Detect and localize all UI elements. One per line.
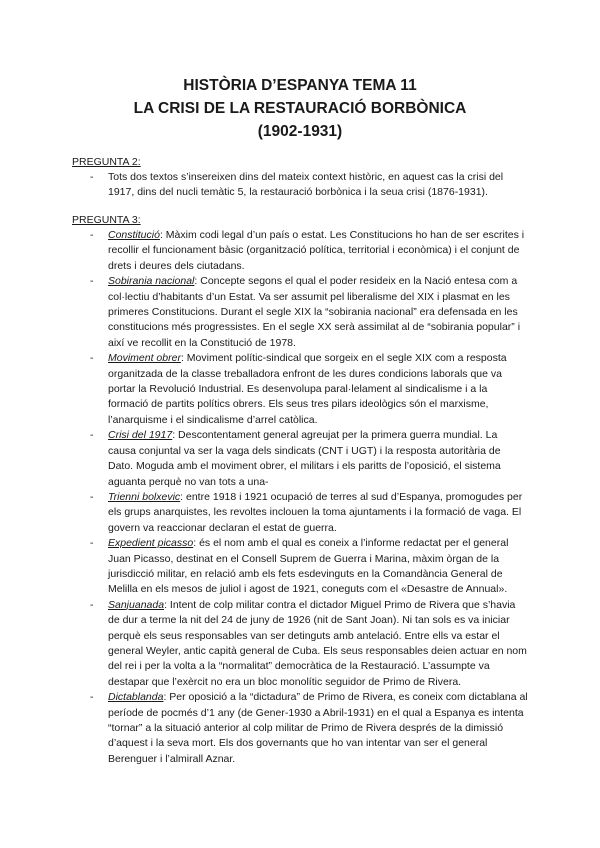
glossary-item-sanjuanada (72, 598, 528, 690)
glossary-definition: : és el nom amb el qual es coneix a l’informe redactat per el general Juan Picasso, destinat en el Consell Suprem de Guerra i Marina, màxim òrgan de la jurisdicció militar, en relació amb els fets esdevinguts en la Comandància General de Melilla en els mesos de juliol i agost de 1921, coneguts com el «Desastre de Annual». (108, 537, 509, 596)
title-line-1: HISTÒRIA D’ESPANYA TEMA 11 (183, 77, 417, 94)
list-dash: - (90, 275, 94, 288)
list-item (72, 170, 528, 201)
glossary-item-constitucio (72, 228, 528, 274)
glossary-term: Sobirania nacional (108, 275, 195, 288)
glossary-definition: : entre 1918 i 1921 ocupació de terres al sud d’Espanya, promogudes per els grups anarquistes, les revoltes inclouen la toma ajuntaments i la formació de vaga. El govern va reaccionar declaran el estat de guerra. (108, 490, 523, 534)
glossary-term: Trienni bolxevic (108, 490, 181, 503)
document-title (0, 74, 600, 143)
question-2-list (72, 170, 528, 201)
glossary-item-trienni-bolxevic (72, 490, 528, 536)
item-text: Tots dos textos s’insereixen dins del mateix context històric, en aquest cas la crisi del 1917, dins del nucli temàtic 5, la restauració borbònica i la seua crisi (1876-1931). (108, 171, 504, 199)
list-dash: - (90, 229, 94, 241)
title-line-2: LA CRISI DE LA RESTAURACIÓ BORBÒNICA (133, 100, 467, 117)
question-2-section (72, 155, 528, 201)
glossary-term: Dictablanda (108, 691, 164, 704)
glossary-term: Moviment obrer (108, 352, 181, 365)
glossary-item-sobirania-nacional (72, 274, 528, 351)
glossary-item-expedient-picasso (72, 536, 528, 598)
question-3-heading: PREGUNTA 3: (72, 214, 141, 226)
glossary-definition: : Per oposició a la “dictadura” de Primo de Rivera, es coneix com dictablana al període de pocmés d’1 any (de Gener-1930 a Abril-1931) en el qual a Espanya es intenta “tornar” a la situació anterior al colp militar de Primo de Rivera després de la dimissió d’aquest i la seva mort. Els dos governants que ho van intentar van ser el general Berenguer i l’almirall Aznar. (108, 691, 528, 765)
glossary-item-moviment-obrer (72, 351, 528, 428)
glossary-definition: : Màxim codi legal d’un país o estat. Les Constitucions ho han de ser escrites i recollir el funcionament bàsic (organització política, territorial i econòmica) i el conjunt de drets i deures dels ciutadans. (108, 229, 525, 272)
glossary-term: Crisi del 1917 (108, 429, 173, 442)
list-dash: - (90, 490, 94, 503)
glossary-definition: : Intent de colp militar contra el dictador Miguel Primo de Rivera que s’havia de dur a terme la nit del 24 de juny de 1926 (nit de Sant Joan). Ni tan sols es va iniciar perquè els seus responsables van ser detinguts amb antelació. Entre ells va estar el general Weyler, antic capità general de Cuba. Els seus responsables deien actuar en nom del rei i per la volta a la “normalitat” democràtica de la Restauració. L’assumpte va destapar que l’exèrcit no era un bloc monolític seguidor de Primo de Rivera. (108, 598, 527, 688)
question-2-heading: PREGUNTA 2: (72, 156, 141, 168)
glossary-term: Expedient picasso (108, 537, 194, 550)
glossary-term: Sanjuanada (108, 598, 165, 611)
title-line-3: (1902-1931) (257, 123, 343, 140)
glossary-list (72, 228, 528, 767)
list-dash: - (90, 429, 94, 442)
list-dash: - (90, 691, 94, 704)
glossary-item-crisi-1917 (72, 428, 528, 490)
glossary-item-dictablanda (72, 690, 528, 767)
list-dash: - (90, 537, 94, 550)
glossary-definition: : Moviment polític-sindical que sorgeix en el segle XIX com a resposta organitzada de la classe treballadora enfront de les dures condicions laborals que va portar la Revolució Industrial. Es desenvolupa paral·lelament al sindicalisme i a la formació de partits polítics obrers. Els seus tres pilars ideològics són el marxisme, l’anarquisme i el sindicalisme d’arrel catòlica. (108, 352, 507, 426)
glossary-definition: : Concepte segons el qual el poder resideix en la Nació entesa com a col·lectiu d’habitants d’un Estat. Va ser assumit pel liberalisme del XIX i plasmat en les primeres Constitucions. Durant el segle XIX la “sobirania nacional” era defensada en les constitucions més progressistes. En el segle XX serà assimilat al de “sobirania popular” i així ve recollit en la Constitució de 1978. (108, 275, 521, 349)
glossary-term: Constitució (108, 229, 160, 241)
list-dash: - (90, 171, 94, 183)
list-dash: - (90, 598, 94, 611)
question-3-section (72, 213, 528, 767)
glossary-definition: : Descontentament general agreujat per la primera guerra mundial. La causa conjuntal va ser la vaga dels sindicats (CNT i UGT) i la resposta autoritària de Dato. Moguda amb el moviment obrer, el militars i els paritts de l’oposició, el sistema aguanta perquè no van tots a una- (108, 429, 501, 488)
list-dash: - (90, 352, 94, 365)
